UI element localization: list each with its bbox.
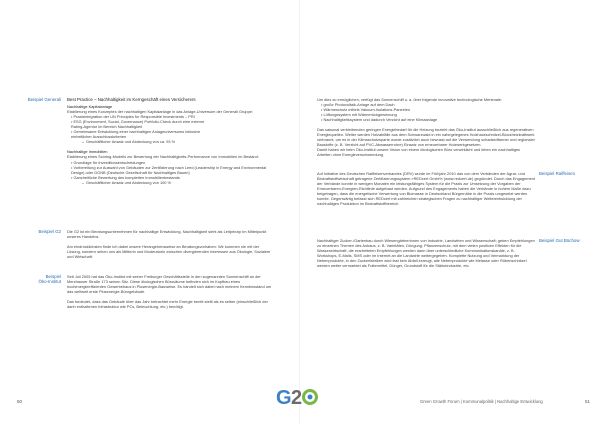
label-beispiel-g2: Beispiel G2: [38, 229, 61, 234]
oeko-item: • große Photovoltaik-Anlage auf dem Dach: [321, 102, 395, 108]
g20-logo: [262, 380, 338, 412]
label-beispiel-oeko-institut: Beispiel Öko-Institut: [38, 274, 61, 285]
g2-text-1: Die G2 ist ein Beratungsunternehmen für nachhaltige Entwicklung. Nachhaltigkeit sieht als Leitprinzip im Mittelpunkt unseres Handelns.: [67, 229, 267, 240]
g2-text-2: Am eindrücklichsten finde ich dabei unsere Herangehensweise an Beratungsvorhaben: Wir kommen nie mit der Lösung, sondern sehen uns als Mittlerin und Moderatorin zwischen divergierenden Interessen aus Ökologie, Sozialem und Wirtschaft.: [67, 244, 271, 260]
immobilien-subheading: Nachhaltige Immobilien: [67, 149, 108, 155]
oeko-block: [67, 274, 272, 309]
immobilien-result: → Geschäftlicher Ansatz und Abdeckung von 100 %: [81, 179, 171, 185]
kapitalanlage-subheading: Nachhaltige Kapitalanlage: [67, 104, 113, 110]
raiffeisen-text: Auf Initiative des Deutschen Raiffeisenverbandes (DRV) wurde im Frühjahr 2010 das von dem Verbänden der Agrar- und Biokraftstoffwirtschaft getragene Zertifizierungssystem »REDcert GmbH« (www.redcert.de) gegründet. Durch das Engagement der Verbände konnte in wenigen Monaten ein leistungsfähiges System für die Praxis zur Umsetzung der Vorgaben der Erneuerbaren-Energien-Richtlinie aufgebaut werden. Aufgrund des Engagements haben die Verbände in hohem Maße dazu beigetragen, dass die energetische Verwertung von Biomasse in Deutschland Bürgernähe in die Praxis umgesetzt werden konnte. Gegenwärtig befasst sich REDcert mit zahlreichen strategischen Fragen zu nachhaltiger Weiterentwicklung der nachhaltigen Produktion im Biokraftstoffbereich.: [317, 171, 535, 207]
kapitalanlage-result: → Geschäftlicher Ansatz und Abdeckung von ca. 93 %: [81, 139, 176, 145]
generali-heading: Best Practice – Nachhaltigkeit im Kerngeschäft eines Versicherers: [67, 97, 196, 102]
label-beispiel-gut-buechow: Beispiel Gut Büchow: [539, 238, 580, 243]
oeko-item: • Wärmeschutz mittels Vakuum-Isolations-Paneelen: [321, 107, 411, 113]
svg-text:G: G: [276, 387, 292, 409]
kapitalanlage-text: Etablierung eines Konzeptes der nachhaltigen Kapitalanlage in das Anlage-Universum der Generali Gruppe:: [67, 109, 254, 115]
right-page: [300, 0, 600, 424]
oeko-item: • Lüftungssystem mit Wärmerückgewinnung: [321, 112, 397, 118]
oeko-vision-text: Damit haben wir beim Öko-Institut unsere Vision von einem ökologischen Büro verwirklicht und leben ein nachhaltiges Arbeiten ohne Energieverschwendung.: [317, 147, 520, 158]
immobilien-item: • Ganzheitliche Bewertung des kompletten Immobilienbestands: [71, 174, 180, 180]
oeko-text-2: Das bedeutet, dass das Gebäude über das Jahr betrachtet mehr Energie bereit stellt als es selber (einschließlich der darin enthaltenen Infrastruktur wie PCs, Beleuchtung, etc.) benötigt.: [67, 299, 268, 310]
kapitalanlage-item: einheitlicher Ausschlusskriterien: [71, 134, 127, 140]
oeko-item: • Nachhaltigkeitssystem und dadurch Verzicht auf eine Klimaanlage: [321, 117, 438, 123]
page-number-right: 51: [585, 399, 591, 404]
oeko-continued-block: [317, 97, 535, 158]
label-beispiel-generali: Beispiel Generali: [27, 97, 61, 102]
g20-logo-mark: [262, 380, 338, 412]
gut-buechow-text: Nachhaltiger Zucker-/Gartenbau durch Wiesengärtnerinnen von Industrie, Landwirten und Wissenschaft; geben Empfehlungen zu einzelnen Themen des Anbaus, z. B. Varietäten, Düngung, Pflanzenschutz, mit dem vielen positiven Effekten für die Wasserwirtschaft; die erarbeiteten Empfehlungen werden dann über unterschiedliche Kommunikationskanäle, z. B. Workshops, E-Mails, SMS oder im Internet an die Landwirte weitergegeben. Komplette Nutzung und Vermarktung der Nebenprodukte, in den Zuckerfabriken wird fast kein Abfall erzeugt, alle Nebenprodukte wie Melasse oder Rübenschnitzel werden weiter vermarktet als Futtermittel, Dünger, Grundstoff für die Stärkeindustrie, etc.: [317, 238, 535, 269]
svg-text:2: 2: [291, 387, 303, 409]
label-beispiel-raiffeisen: Beispiel Raiffeisen: [539, 171, 576, 176]
raiffeisen-block: [317, 171, 535, 206]
oeko-text-1: Seit Juli 2005 hat das Öko-Institut mit seiner Freiburger Geschäftsstelle in den sogenannten Sonnenschiff an der Merzhauser Straße 173 seinen Sitz. Diese ökologischen Bürosäume befinden sich im Kopfbau eines hochenergieeffizienten Gewerbebaus in Plusenergie-Bauweise. Es handelt sich dabei nach meinem Kenntnisstand um das weltweit erste Plusenergie-Bürogebäude.: [67, 274, 272, 295]
oeko-energy-text: Das saisonal verbleibenden geringen Energiebedarf für die Heizung bezieht das Öko-Institut ausschließlich aus regenerativen Energiequellen. Weiter werden Holzabfälle aus dem Schwarzwald in ein nahegelegenes Holzhackschnitzel-Blockheizkraftwerk verbrannt, um es in der Klimaschutzsparte wurde zusätzlich auch bewusst auf die Verwendung schadstoffarmer und regionaler Baustoffe (z. B. Verzicht auf PVC-Abwasserrohre) Einsatz von erneuerbarer Holzwerkgesetzen.: [317, 127, 535, 148]
kapitalanlage-item: Rating-Agentur im Bereich Nachhaltigkeit: [71, 124, 143, 130]
kapitalanlage-item: • ESG (Environment, Social, Governance) Portfolio-Check durch eine externe: [71, 119, 205, 125]
oeko-intro: Um dies zu ermöglichen, verfügt das Sonnenschiff u. a. über folgende innovative technologische Merkmale:: [317, 97, 503, 102]
immobilien-item: • Grundlage für Investitionsentscheidungen: [71, 159, 146, 165]
kapitalanlage-item: • Gemeinsame Entwicklung einer nachhaltigen Anlageuniversums inklusive: [71, 129, 201, 135]
kapitalanlage-item: • Praxisintegration der UN Principles for Responsible Investments – PRI: [71, 114, 195, 120]
footer-text: [420, 399, 543, 404]
gut-buechow-block: [317, 238, 535, 268]
g2-block: [67, 229, 272, 259]
footer-label: Green Growth Forum | Kommunalpolitik | Nachhaltige Entwicklung: [420, 399, 543, 404]
immobilien-item: • Vorbereitung zur Auswahl von Gebäuden zur Zertifizierung nach Leed (Leadership in Energy and Environmental Design) oder DGNB (Deutsche Gesellschaft für Nachhaltiges Bauen): [71, 164, 267, 175]
page-number-left: 50: [17, 399, 23, 404]
immobilien-text: Etablierung eines Scoring-Modells zur Bewertung der Nachhaltigkeits-Performance von Immobilien im Bestand:: [67, 154, 259, 160]
generali-block: [67, 97, 272, 185]
